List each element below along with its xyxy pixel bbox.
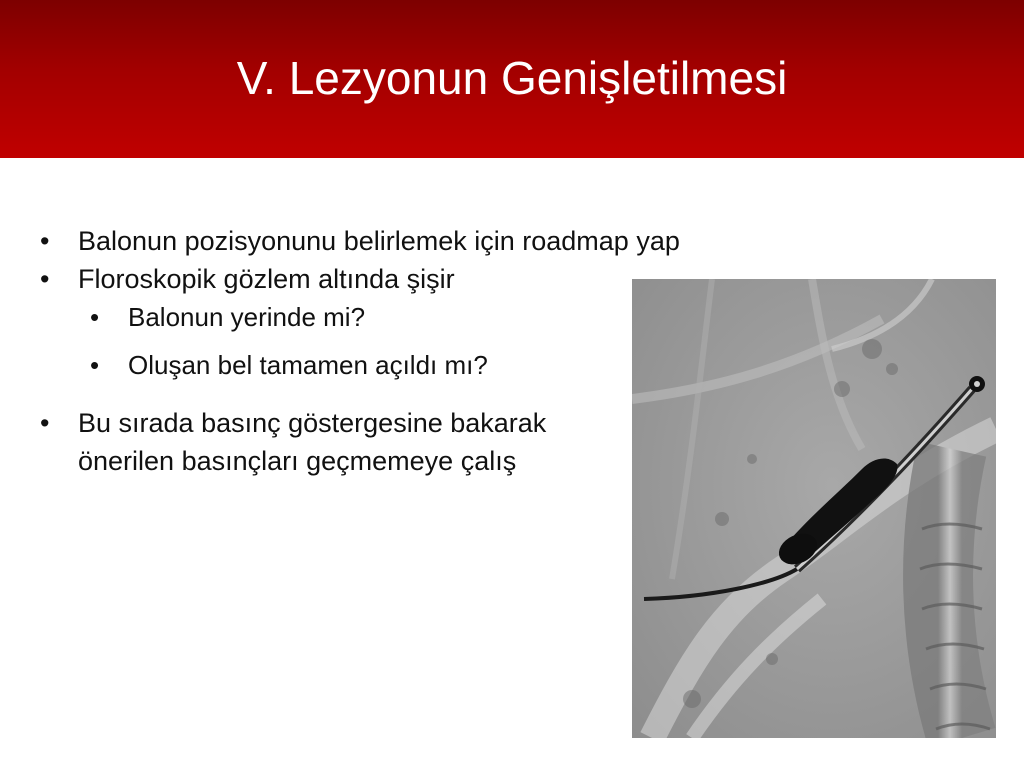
sub-bullet-item: • Oluşan bel tamamen açıldı mı? (90, 346, 940, 384)
sub-bullet-item: • Balonun yerinde mi? (90, 298, 940, 336)
fluoroscopy-image-drawing (632, 279, 996, 738)
bullet-item: • Bu sırada basınç göstergesine bakarak önerilen basınçları geçmemeye çalış (40, 404, 578, 480)
bullet-item: • Balonun pozisyonunu belirlemek için roadmap yap (40, 222, 940, 260)
fluoroscopy-image (632, 279, 996, 738)
bullet-item: • Floroskopik gözlem altında şişir (40, 260, 940, 298)
slide-title: V. Lezyonun Genişletilmesi (236, 52, 788, 104)
title-bar (0, 0, 1024, 158)
